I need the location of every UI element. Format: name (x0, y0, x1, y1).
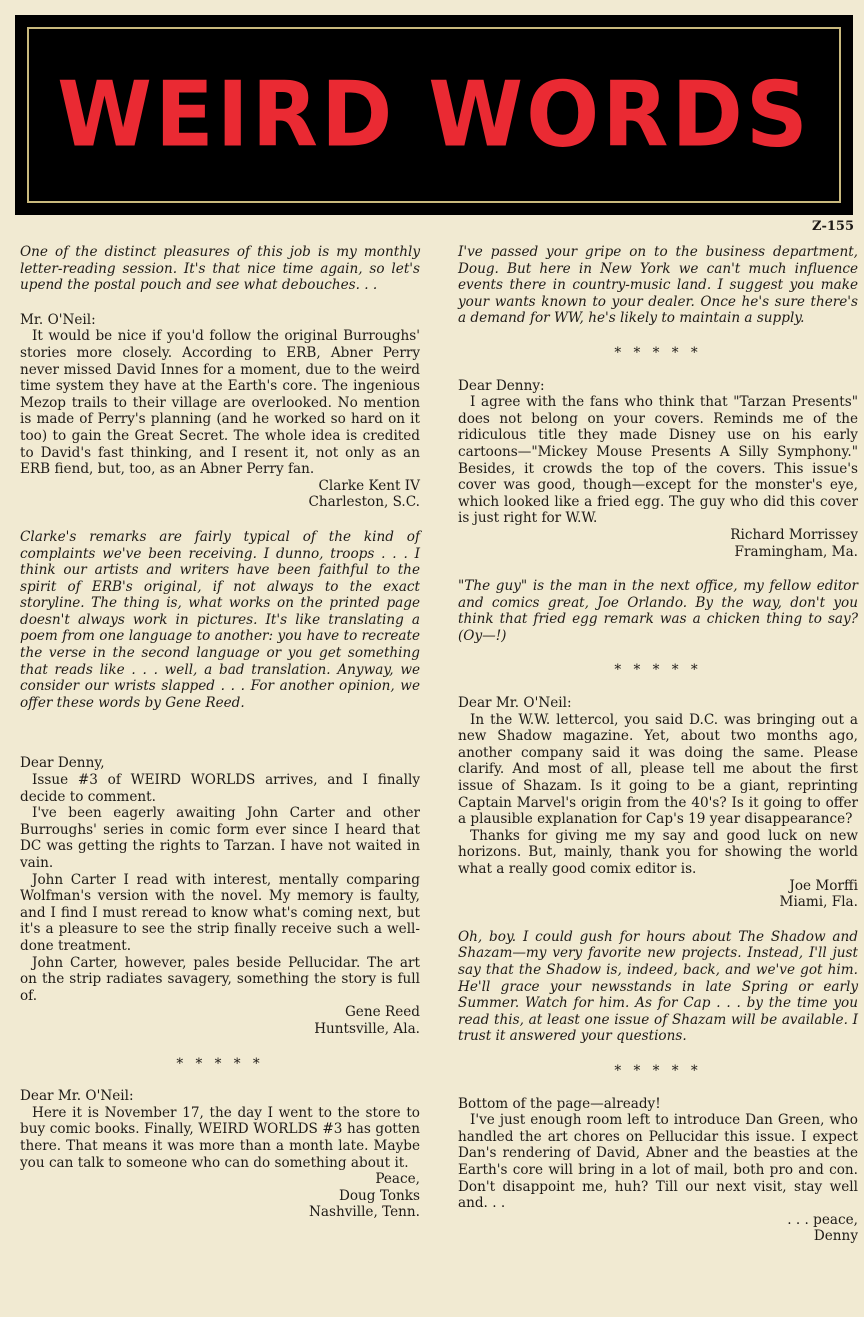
letter-paragraph: In the W.W. lettercol, you said D.C. was bringing out a new Shadow magazine. Yet, about two months ago, another company said it was doing the same. Please clarify. And most of all, please tell me about the first issue of Shazam. Is it going to be a giant, reprinting Captain Marvel's origin from the 40's? Is it going to offer a plausible explanation for Cap's 19 year disappearance? (458, 711, 858, 828)
banner-frame (27, 27, 841, 203)
letter-clarke-kent (20, 312, 420, 511)
closing-heading: Bottom of the page—already! (458, 1095, 661, 1112)
editor-closing (458, 1096, 858, 1245)
editor-reply (458, 578, 858, 644)
letter-signature: Joe Morffi (789, 877, 858, 894)
letter-signature: Richard Morrissey (730, 526, 858, 543)
separator-stars: * * * * * (614, 662, 702, 679)
letter-salutation: Dear Mr. O'Neil: (20, 1088, 134, 1105)
editor-reply (458, 929, 858, 1045)
letter-doug-tonks (20, 1088, 420, 1221)
letter-paragraph: John Carter I read with interest, mentally comparing Wolfman's version with the novel. My memory is faulty, and I find I must reread to know what's coming next, but it's a pleasure to see the strip finally receive such a well-done treatment. (20, 871, 420, 954)
letter-location: Nashville, Tenn. (308, 1204, 420, 1221)
letter-body: Here it is November 17, the day I went to the store to buy comic books. Finally, WEIRD WORLDS #3 has gotten there. That means it was more than a month late. Maybe you can talk to someone who can do something about it. (20, 1104, 420, 1171)
letter-joe-morffi (458, 695, 858, 911)
intro-text: One of the distinct pleasures of this job is my monthly letter-reading session. It's that nice time again, so let's upend the postal pouch and see what debouches. . . (20, 244, 420, 294)
letter-salutation: Mr. O'Neil: (20, 311, 96, 328)
editor-reply (20, 529, 420, 712)
page-title: WEIRD WORDS (57, 62, 811, 168)
letter-signature: Gene Reed (344, 1004, 420, 1021)
reply-text: Clarke's remarks are fairly typical of the kind of complaints we've been receiving. I dunno, troops . . . I think our artists and writers have been faithful to the spirit of ERB's original, if not always to the exact storyline. The thing is, what works on the printed page doesn't always work in pictures. It's like translating a poem from one language to another: you have to recreate the verse in the second language or you get something that reads like . . . well, a bad translation. Anyway, we consider our wrists slapped . . . For another opinion, we offer these words by Gene Reed. (20, 528, 420, 711)
letter-signature: Doug Tonks (338, 1187, 420, 1204)
letter-paragraph: Thanks for giving me my say and good luck on new horizons. But, mainly, thank you for showing the world what a really good comix editor is. (458, 827, 858, 877)
closing-body: I've just enough room left to introduce Dan Green, who handled the art chores on Pellucidar this issue. I expect Dan's rendering of David, Abner and the beasties at the Earth's core will bring in a lot of mail, both pro and con. Don't disappoint me, huh? Till our next visit, stay well and. . . (458, 1112, 858, 1212)
separator-stars: * * * * * (176, 1055, 264, 1072)
editor-reply (458, 244, 858, 327)
letter-paragraph: John Carter, however, pales beside Pellucidar. The art on the strip radiates savagery, something the story is full of. (20, 954, 420, 1004)
separator-stars: * * * * * (614, 344, 702, 361)
title-banner (15, 15, 853, 215)
letter-signature: Clarke Kent IV (318, 477, 420, 494)
letter-location: Framingham, Ma. (734, 543, 858, 560)
reply-text: Oh, boy. I could gush for hours about The Shadow and Shazam—my very favorite new projects. Instead, I'll just say that the Shadow is, indeed, back, and we've got him. He'll grace your newsstands in late Spring or early Summer. Watch for him. As for Cap . . . by the time you read this, at least one issue of Shazam will be available. I trust it answered your questions. (458, 928, 858, 1045)
letter-closing: Peace, (375, 1171, 420, 1188)
editor-intro (20, 244, 420, 294)
letter-richard-morrissey (458, 378, 858, 561)
letter-location: Miami, Fla. (779, 894, 858, 911)
letter-location: Charleston, S.C. (308, 494, 420, 511)
reply-text: "The guy" is the man in the next office, my fellow editor and comics great, Joe Orlando. By the way, don't you think that fried egg remark was a chicken thing to say? (Oy—!) (458, 578, 858, 644)
page-code: Z-155 (811, 219, 854, 234)
reply-text: I've passed your gripe on to the business department, Doug. But here in New York we can't much influence events there in country-music land. I suggest you make your wants known to your dealer. Once he's sure there's a demand for WW, he's likely to maintain a supply. (458, 244, 858, 327)
letter-body: I agree with the fans who think that "Tarzan Presents" does not belong on your covers. Reminds me of the ridiculous title they made Disney use on his early cartoons—"Mickey Mouse Presents A Silly Symphony." Besides, it crowds the top of the covers. This issue's cover was good, though—except for the monster's eye, which looked like a fried egg. The guy who did this cover is just right for W.W. (458, 394, 858, 527)
right-column (458, 244, 858, 1263)
letter-paragraph: Issue #3 of WEIRD WORLDS arrives, and I finally decide to comment. (20, 772, 420, 805)
letter-paragraph: I've been eagerly awaiting John Carter and other Burroughs' series in comic form ever since I heard that DC was getting the rights to Tarzan. I have not waited in vain. (20, 805, 420, 871)
letter-body: It would be nice if you'd follow the original Burroughs' stories more closely. According to ERB, Abner Perry never missed David Innes for a moment, due to the weird time system they have at the Earth's core. The ingenious Mezop trails to their village are overlooked. No mention is made of Perry's planning (and he worked so hard on it too) to gain the Great Secret. The whole idea is credited to David's fast thinking, and I resent it, not only as an ERB fiend, but, too, as an Abner Perry fan. (20, 328, 420, 478)
left-column (20, 244, 420, 1239)
letter-location: Huntsville, Ala. (314, 1020, 420, 1037)
separator-stars: * * * * * (614, 1062, 702, 1079)
letter-gene-reed (20, 755, 420, 1037)
letter-salutation: Dear Mr. O'Neil: (458, 695, 572, 712)
closing-sign: . . . peace, (787, 1211, 858, 1228)
letter-salutation: Dear Denny: (458, 377, 545, 394)
closing-name: Denny (813, 1228, 858, 1245)
letter-salutation: Dear Denny, (20, 755, 105, 772)
